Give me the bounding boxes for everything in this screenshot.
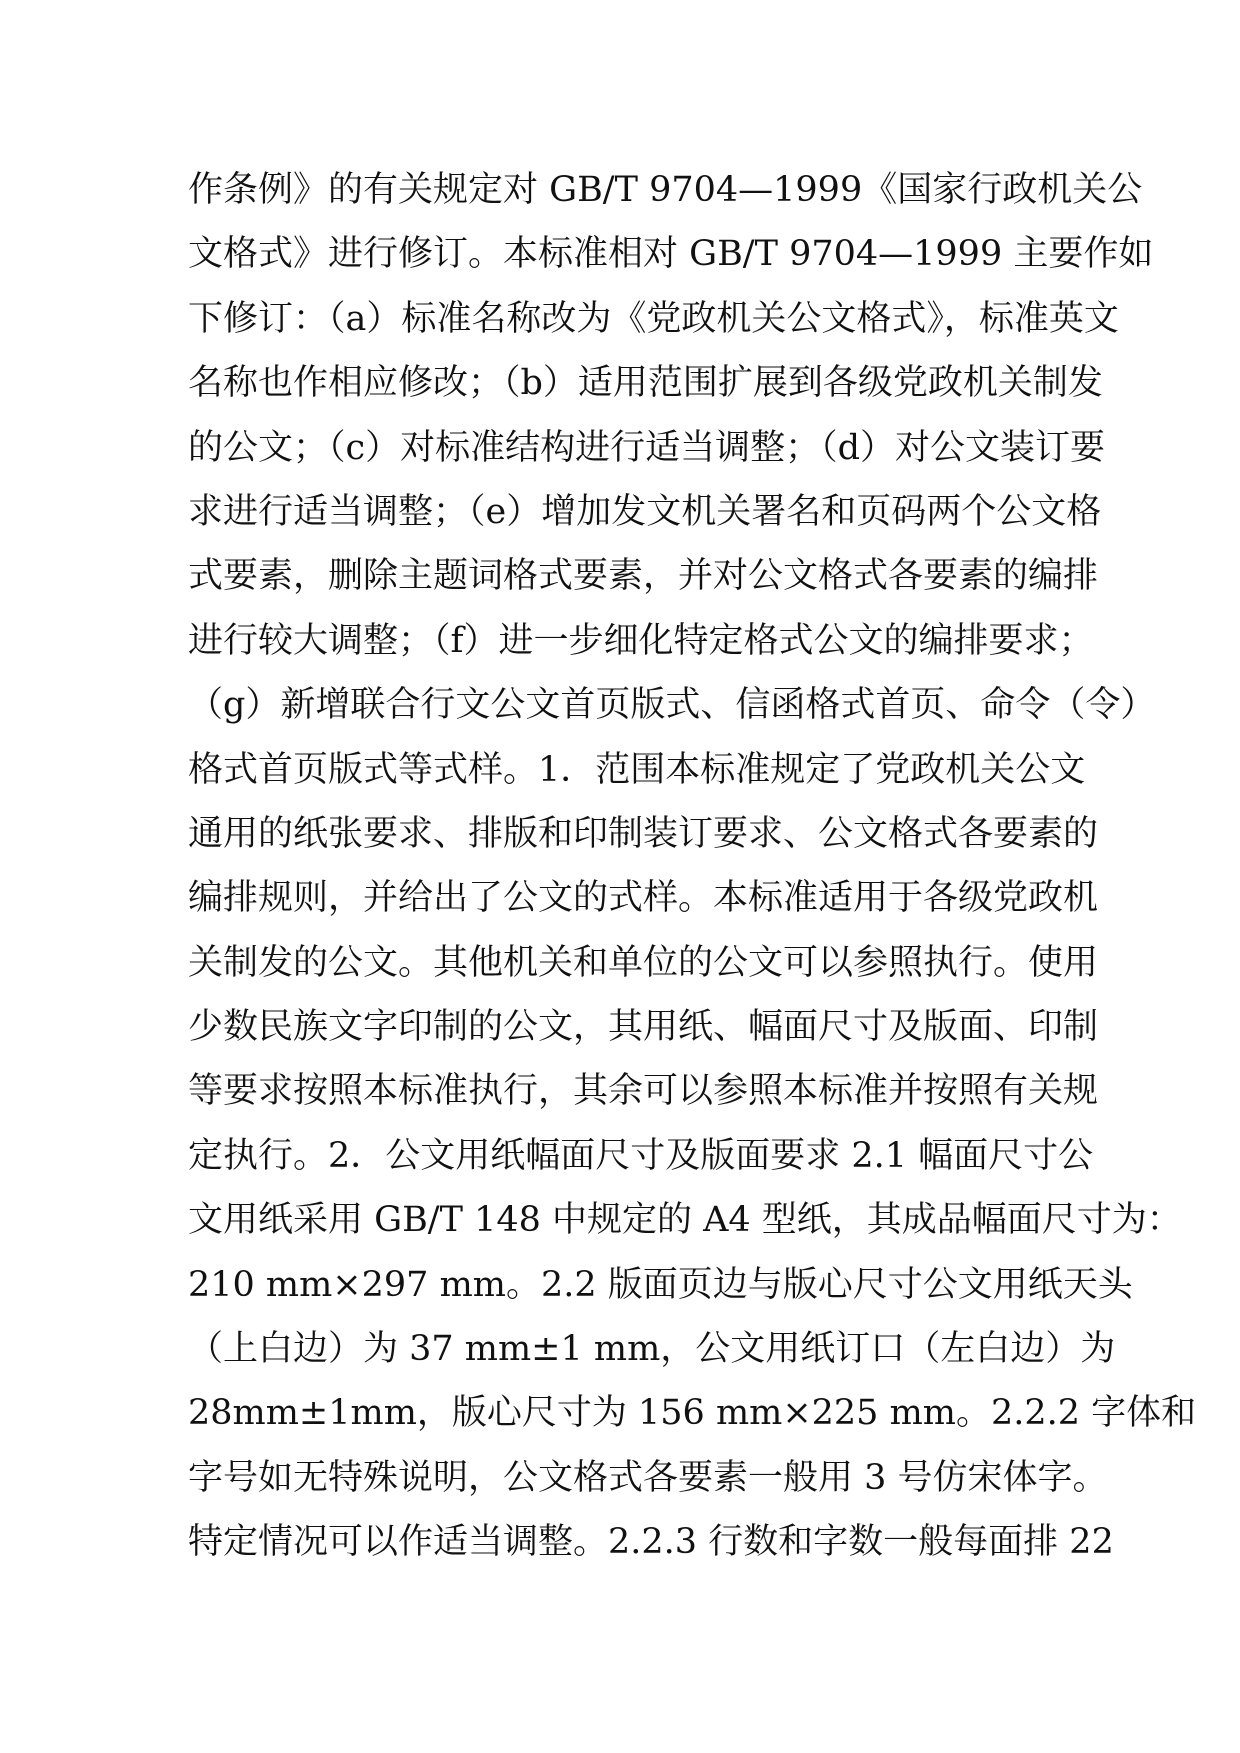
text-line-7: 式要素，删除主题词格式要素，并对公文格式各要素的编排 [188,556,1099,597]
text-line-5: 的公文；（c）对标准结构进行适当调整；（d）对公文装订要 [188,427,1106,468]
text-line-18: 210 mm×297 mm。2.2 版面页边与版心尺寸公文用纸天头 [188,1264,1133,1305]
text-line-11: 通用的纸张要求、排版和印制装订要求、公文格式各要素的 [188,813,1099,854]
text-line-22: 特定情况可以作适当调整。2.2.3 行数和字数一般每面排 22 [188,1522,1114,1563]
text-line-20: 28mm±1mm，版心尺寸为 156 mm×225 mm。2.2.2 字体和 [188,1393,1197,1434]
text-line-21: 字号如无特殊说明，公文格式各要素一般用 3 号仿宋体字。 [188,1457,1108,1498]
text-line-13: 关制发的公文。其他机关和单位的公文可以参照执行。使用 [188,942,1099,983]
text-line-6: 求进行适当调整；（e）增加发文机关署名和页码两个公文格 [188,491,1102,532]
text-line-15: 等要求按照本标准执行，其余可以参照本标准并按照有关规 [188,1071,1099,1112]
text-line-16: 定执行。2．公文用纸幅面尺寸及版面要求 2.1 幅面尺寸公 [188,1135,1094,1176]
text-line-3: 下修订：（a）标准名称改为《党政机关公文格式》，标准英文 [188,298,1119,339]
text-line-2: 文格式》进行修订。本标准相对 GB/T 9704—1999 主要作如 [188,234,1154,275]
text-line-8: 进行较大调整；（f）进一步细化特定格式公文的编排要求； [188,620,1094,661]
text-line-19: （上白边）为 37 mm±1 mm，公文用纸订口（左白边）为 [188,1329,1116,1370]
text-line-12: 编排规则，并给出了公文的式样。本标准适用于各级党政机 [188,878,1099,919]
body-text [188,158,1197,1575]
text-line-4: 名称也作相应修改；（b）适用范围扩展到各级党政机关制发 [188,363,1103,404]
text-line-10: 格式首页版式等式样。1．范围本标准规定了党政机关公文 [188,749,1086,790]
text-line-14: 少数民族文字印制的公文，其用纸、幅面尺寸及版面、印制 [188,1007,1099,1048]
text-line-1: 作条例》的有关规定对 GB/T 9704—1999《国家行政机关公 [188,170,1143,210]
text-line-9: （g）新增联合行文公文首页版式、信函格式首页、命令（令） [188,685,1156,726]
text-line-17: 文用纸采用 GB/T 148 中规定的 A4 型纸，其成品幅面尺寸为： [188,1200,1182,1241]
